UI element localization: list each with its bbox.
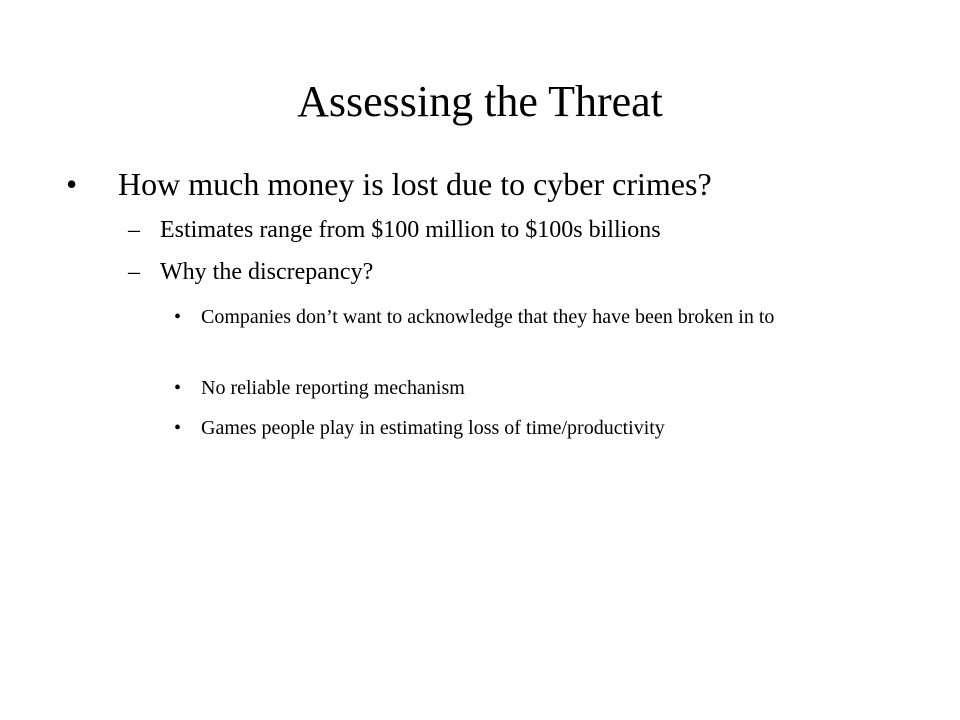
main-bullet-text: How much money is lost due to cyber crimes? [118,166,712,202]
reason-games [174,415,841,441]
reason-text: No reliable reporting mechanism [201,377,465,399]
sub-bullet-text: Why the discrepancy? [160,259,374,285]
reason-text: Companies don’t want to acknowledge that they have been broken in to [201,306,775,328]
sub-bullet-discrepancy [128,256,374,288]
bullet-dot-icon: • [174,377,182,399]
bullet-dot-icon: • [174,306,182,328]
slide-title: Assessing the Threat [297,77,663,126]
bullet-dot-icon: • [174,417,182,439]
main-bullet-point [66,164,712,204]
reason-companies [174,304,841,330]
dash-bullet-icon: – [128,217,140,243]
reason-reporting [174,375,841,401]
sub-bullet-estimates [128,214,661,246]
sub-bullet-text: Estimates range from $100 million to $100s billions [160,217,661,243]
reason-text: Games people play in estimating loss of time/productivity [201,417,665,439]
bullet-dot-icon: • [66,166,78,202]
dash-bullet-icon: – [128,259,140,285]
